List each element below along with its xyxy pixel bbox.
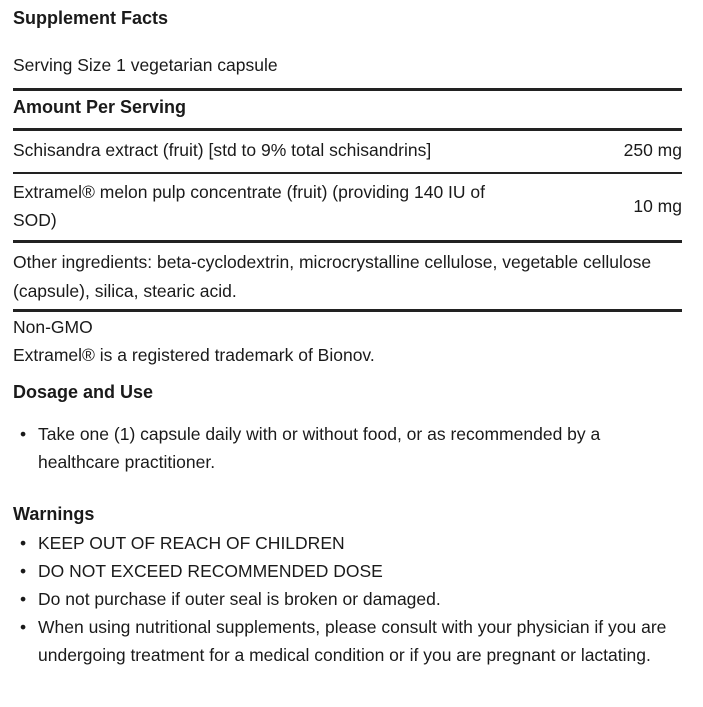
list-item: • DO NOT EXCEED RECOMMENDED DOSE [13,557,682,585]
ingredient-row [13,178,682,238]
ingredient-row [13,136,682,168]
divider-thick [13,128,682,131]
divider-thick [13,309,682,312]
bullet-icon: • [20,424,27,444]
non-gmo-note: Non-GMO [13,317,93,337]
divider-thick [13,88,682,91]
ingredient-name [13,178,485,234]
bullet-icon: • [20,617,27,637]
warnings-list [13,529,682,669]
list-item: • When using nutritional supplements, please consult with your physician if you are undergoing treatment for a medical condition or if you are pregnant or lactating. [13,613,682,669]
dosage-heading: Dosage and Use [13,382,154,402]
list-item: • Do not purchase if outer seal is broken or damaged. [13,585,682,613]
ingredient-amount: 250 mg [623,140,682,160]
warnings-heading: Warnings [13,504,95,524]
divider-thick [13,240,682,243]
divider-thin [13,172,682,174]
list-item: • Take one (1) capsule daily with or without food, or as recommended by a healthcare practitioner. [13,420,682,476]
bullet-icon: • [20,589,27,609]
trademark-note: Extramel® is a registered trademark of Bionov. [13,345,375,365]
bullet-icon: • [20,533,27,553]
notes [13,313,375,369]
serving-size: Serving Size 1 vegetarian capsule [13,55,278,75]
ingredient-name-line: SOD) [13,210,57,230]
list-item: • KEEP OUT OF REACH OF CHILDREN [13,529,682,557]
ingredient-name-line: Extramel® melon pulp concentrate (fruit) (providing 140 IU of [13,182,485,202]
dosage-list [13,420,682,476]
ingredient-amount: 10 mg [633,196,682,216]
amount-per-serving-header: Amount Per Serving [13,97,187,117]
other-ingredients: Other ingredients: beta-cyclodextrin, microcrystalline cellulose, vegetable cellulose (capsule), silica, stearic acid. [13,252,652,301]
ingredient-name: Schisandra extract (fruit) [std to 9% total schisandrins] [13,140,432,160]
bullet-icon: • [20,561,27,581]
panel-title: Supplement Facts [13,8,169,28]
